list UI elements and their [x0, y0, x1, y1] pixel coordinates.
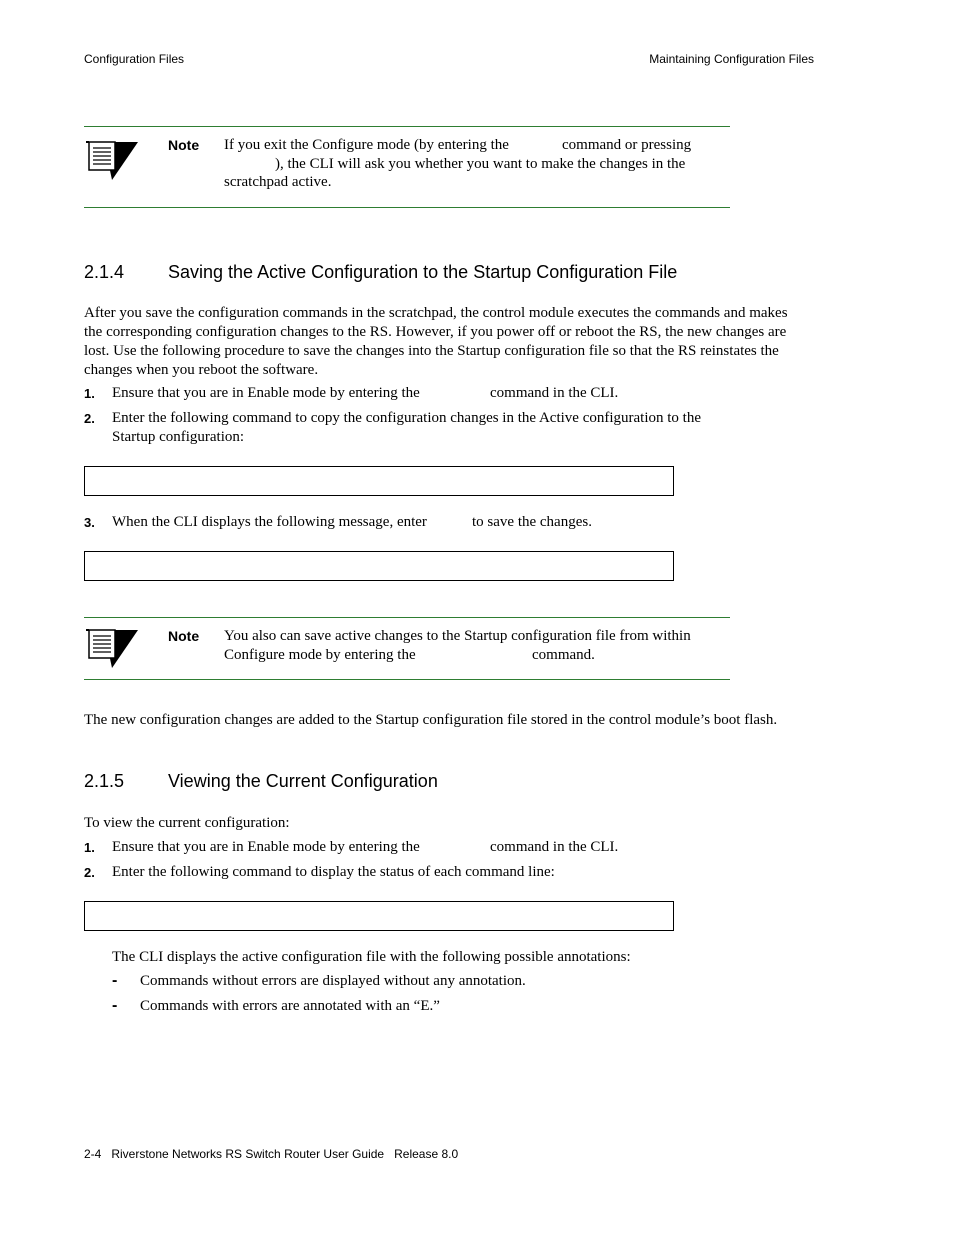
step-number: 1.: [84, 840, 95, 855]
bullet-text: Commands with errors are annotated with an “E.”: [140, 998, 440, 1014]
step-text: command in the CLI.: [490, 839, 619, 855]
step-text: Ensure that you are in Enable mode by entering the: [112, 385, 420, 401]
page-footer: 2-4 Riverstone Networks RS Switch Router User Guide Release 8.0: [84, 1147, 459, 1161]
paragraph-line: the corresponding configuration changes to the RS. However, if you power off or reboot the RS, the new changes are: [84, 324, 787, 340]
note-text-line: Configure mode by entering the: [224, 647, 416, 663]
note-label: Note: [168, 137, 200, 153]
step-text: Enter the following command to copy the configuration changes in the Active configuration to the: [112, 410, 702, 426]
note-text-line: command.: [532, 647, 595, 663]
bullet-dash: -: [112, 997, 118, 1014]
paragraph-line: To view the current configuration:: [84, 815, 290, 831]
command-box: [84, 466, 674, 496]
note-text-line: You also can save active changes to the Startup configuration file from within: [224, 628, 691, 644]
step-number: 1.: [84, 386, 95, 401]
step-text: Startup configuration:: [112, 429, 245, 445]
section-number: 2.1.4: [84, 262, 125, 282]
note-rule-bottom: [84, 679, 730, 680]
note-icon: [84, 138, 140, 182]
step-number: 2.: [84, 411, 95, 426]
note-label: Note: [168, 628, 200, 644]
step-text: to save the changes.: [472, 514, 592, 530]
command-box: [84, 551, 674, 581]
running-header-right: Maintaining Configuration Files: [649, 52, 814, 66]
step-text: command in the CLI.: [490, 385, 619, 401]
bullet-dash: -: [112, 972, 118, 989]
running-header-left: Configuration Files: [84, 52, 185, 66]
paragraph-line: The new configuration changes are added to the Startup configuration file stored in the control module’s boot flash.: [84, 712, 778, 728]
paragraph-line: The CLI displays the active configuration file with the following possible annotations:: [112, 949, 631, 965]
note-rule-bottom: [84, 207, 730, 208]
step-number: 2.: [84, 865, 95, 880]
bullet-text: Commands without errors are displayed without any annotation.: [140, 973, 526, 989]
step-text: Enter the following command to display the status of each command line:: [112, 864, 555, 880]
note-rule-top: [84, 126, 730, 127]
note-text-line: If you exit the Configure mode (by entering the: [224, 137, 509, 153]
command-box: [84, 901, 674, 931]
step-text: Ensure that you are in Enable mode by entering the: [112, 839, 420, 855]
note-icon: [84, 626, 140, 670]
note-text-line: scratchpad active.: [224, 174, 332, 190]
step-text: When the CLI displays the following message, enter: [112, 514, 427, 530]
section-number: 2.1.5: [84, 771, 125, 791]
note-text-line: ), the CLI will ask you whether you want to make the changes in the: [275, 156, 686, 172]
paragraph-line: lost. Use the following procedure to save the changes into the Startup configuration file so that the RS reinstates the: [84, 343, 779, 359]
note-rule-top: [84, 617, 730, 618]
step-number: 3.: [84, 515, 95, 530]
section-title: Viewing the Current Configuration: [168, 771, 438, 791]
note-text-line: command or pressing: [562, 137, 692, 153]
paragraph-line: changes when you reboot the software.: [84, 362, 319, 378]
paragraph-line: After you save the configuration commands in the scratchpad, the control module executes the commands and makes: [84, 305, 788, 321]
section-title: Saving the Active Configuration to the Startup Configuration File: [168, 262, 678, 282]
